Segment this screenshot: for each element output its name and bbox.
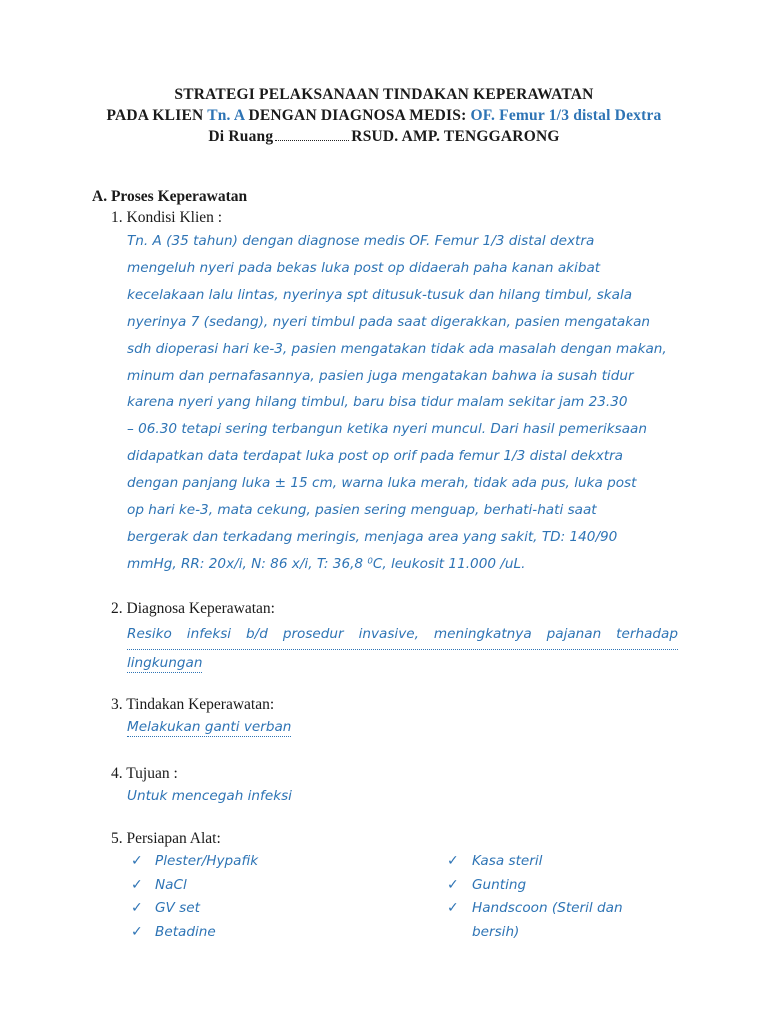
tool-item: NaCl [155, 877, 187, 893]
kondisi-line: karena nyeri yang hilang timbul, baru bisa tidur malam sekitar jam 23.30 [127, 394, 628, 411]
kondisi-line: op hari ke-3, mata cekung, pasien sering menguap, berhati-hati saat [127, 502, 597, 519]
tool-item: Plester/Hypafik [155, 853, 259, 869]
tool-item: Betadine [155, 924, 216, 940]
tindakan-value-wrap [127, 719, 291, 735]
kondisi-line: mengeluh nyeri pada bekas luka post op didaerah paha kanan akibat [127, 259, 601, 276]
kondisi-line: didapatkan data terdapat luka post op orif pada femur 1/3 distal dekxtra [127, 448, 623, 465]
kondisi-line: sdh dioperasi hari ke-3, pasien mengatakan tidak ada masalah dengan makan, [127, 340, 667, 357]
tindakan-value: Melakukan ganti verban [127, 719, 292, 735]
header-room-prefix: Di Ruang [208, 128, 274, 145]
persiapan-label: 5. Persiapan Alat: [111, 830, 221, 847]
tujuan-label: 4. Tujuan : [111, 765, 178, 782]
tool-item: bersih) [472, 924, 520, 940]
kondisi-line: bergerak dan terkadang meringis, menjaga area yang sakit, TD: 140/90 [127, 528, 618, 545]
header-title-line-1 [0, 86, 768, 104]
header-hospital: RSUD. AMP. TENGGARONG [351, 128, 560, 145]
tool-item: Gunting [472, 877, 527, 893]
check-icon: ✓ [447, 900, 459, 916]
diagnosa-line: Resiko infeksi b/d prosedur invasive, meningkatnya pajanan terhadap [127, 621, 678, 650]
header-diagnosis-prefix: DENGAN DIAGNOSA MEDIS: [248, 107, 467, 124]
diagnosa-line: lingkungan [127, 655, 203, 671]
check-icon: ✓ [131, 853, 143, 869]
header-title: STRATEGI PELAKSANAAN TINDAKAN KEPERAWATAN [174, 86, 594, 103]
check-icon: ✓ [447, 877, 459, 893]
section-a-title: A. Proses Keperawatan [92, 188, 248, 205]
diagnosa-line-2-wrap [127, 650, 678, 677]
tujuan-value: Untuk mencegah infeksi [127, 788, 292, 804]
header-title-line-2 [0, 107, 768, 125]
header-client-prefix: PADA KLIEN [106, 107, 204, 124]
kondisi-line: dengan panjang luka ± 15 cm, warna luka merah, tidak ada pus, luka post [127, 475, 637, 492]
kondisi-line: Tn. A (35 tahun) dengan diagnose medis OF. Femur 1/3 distal dextra [127, 233, 595, 249]
kondisi-klien-text [127, 228, 678, 578]
kondisi-line: mmHg, RR: 20x/i, N: 86 x/i, T: 36,8 ⁰C, leukosit 11.000 /uL. [127, 555, 526, 572]
kondisi-line: nyerinya 7 (sedang), nyeri timbul pada saat digerakkan, pasien mengatakan [127, 313, 651, 330]
tool-item: Kasa steril [472, 853, 543, 869]
kondisi-line: – 06.30 tetapi sering terbangun ketika nyeri muncul. Dari hasil pemeriksaan [127, 421, 647, 438]
kondisi-line: minum dan pernafasannya, pasien juga mengatakan bahwa ia susah tidur [127, 367, 634, 384]
diagnosa-text [127, 621, 678, 677]
check-icon: ✓ [131, 877, 143, 893]
header-client-name: Tn. A [207, 107, 245, 124]
check-icon: ✓ [131, 900, 143, 916]
check-icon: ✓ [131, 924, 143, 940]
diagnosa-label: 2. Diagnosa Keperawatan: [111, 600, 275, 617]
kondisi-line: kecelakaan lalu lintas, nyerinya spt ditusuk-tusuk dan hilang timbul, skala [127, 286, 633, 303]
room-blank-line [275, 130, 349, 141]
tindakan-label: 3. Tindakan Keperawatan: [111, 696, 275, 713]
tool-item: Handscoon (Steril dan [472, 900, 623, 916]
kondisi-klien-label: 1. Kondisi Klien : [111, 209, 223, 226]
check-icon: ✓ [447, 853, 459, 869]
tool-item: GV set [155, 900, 200, 916]
header-diagnosis: OF. Femur 1/3 distal Dextra [470, 107, 662, 124]
header-title-line-3 [0, 128, 768, 146]
